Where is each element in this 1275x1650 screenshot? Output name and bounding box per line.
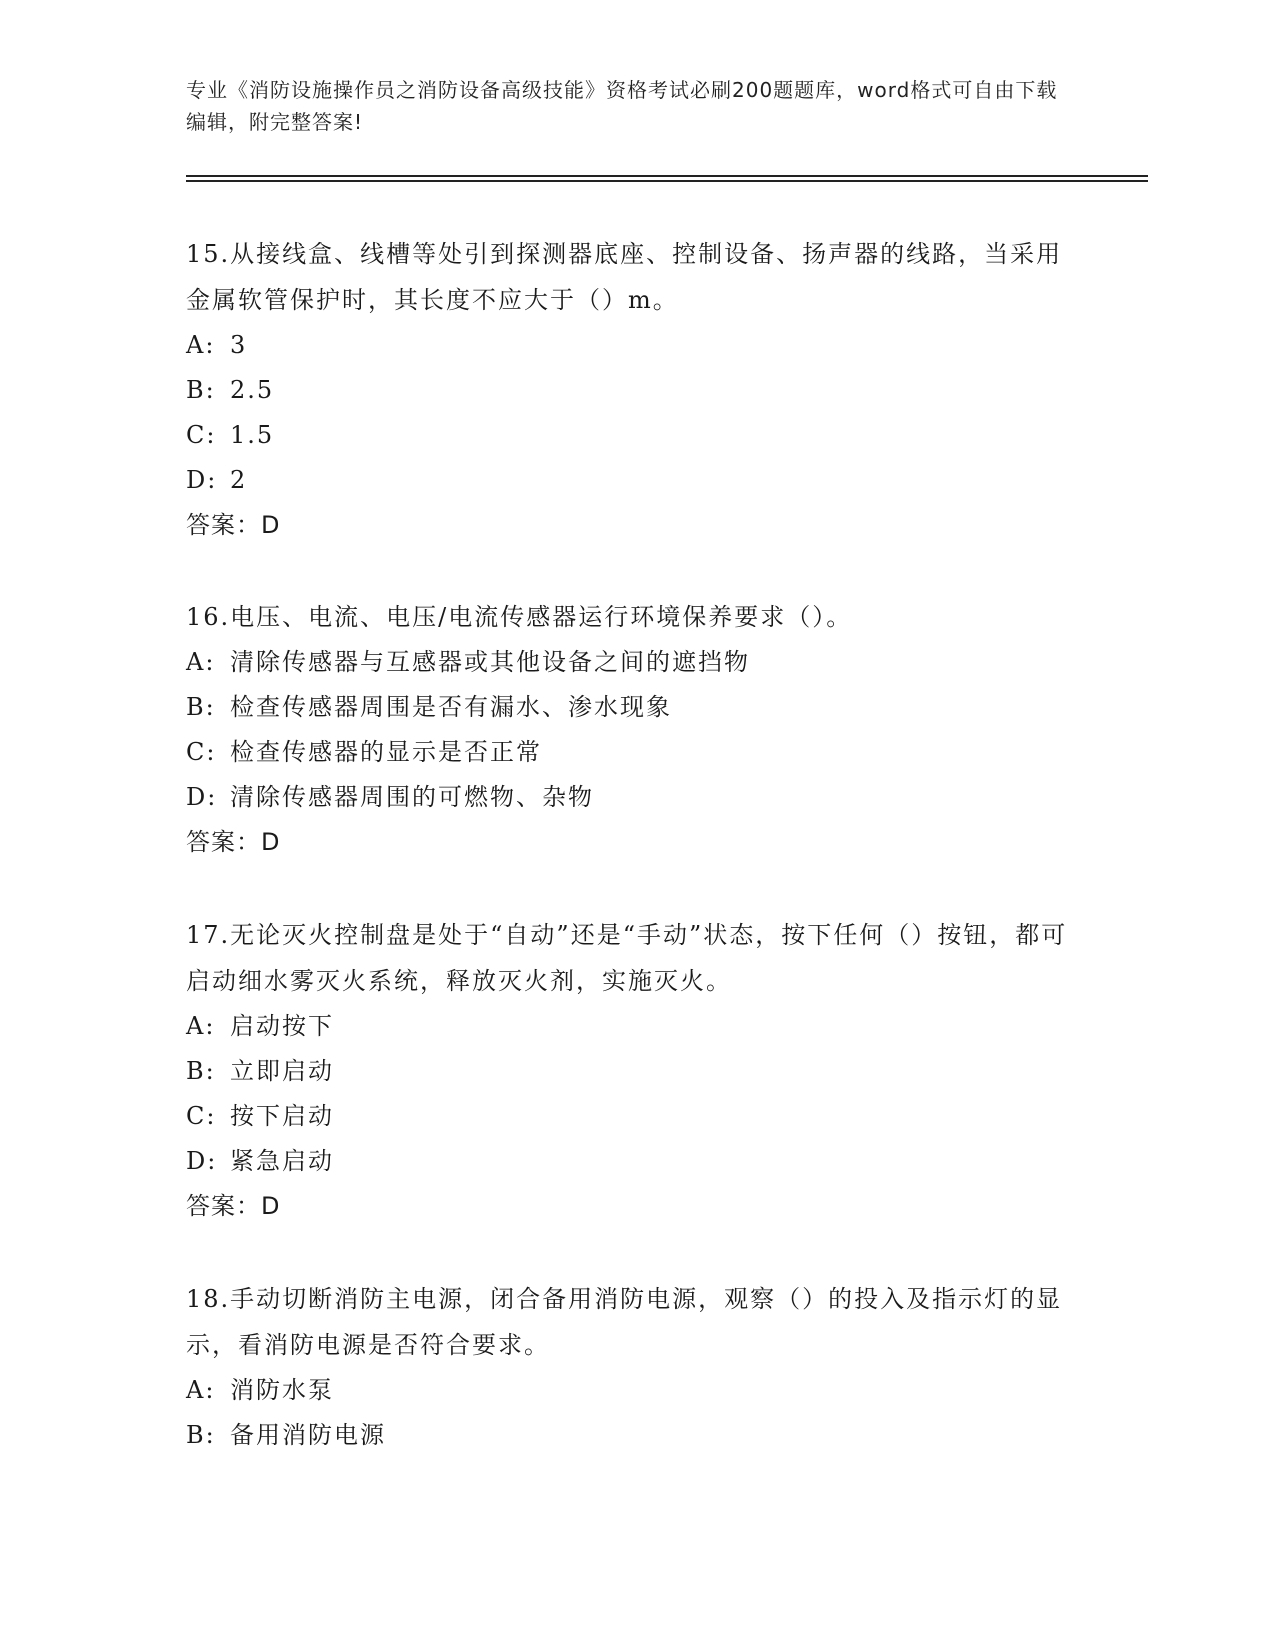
option-text: 消防水泵 bbox=[230, 1376, 334, 1404]
document-header: 专业《消防设施操作员之消防设备高级技能》资格考试必刷200题题库，word格式可自由下载编辑，附完整答案! bbox=[186, 78, 1058, 134]
header-divider-bottom bbox=[186, 180, 1148, 182]
question-17 bbox=[186, 912, 1086, 1229]
option-a bbox=[186, 323, 1086, 368]
option-a bbox=[186, 1368, 1086, 1413]
option-c bbox=[186, 413, 1086, 458]
question-stem: 15.从接线盒、线槽等处引到探测器底座、控制设备、扬声器的线路，当采用金属软管保护时，其长度不应大于（）m。 bbox=[186, 240, 1063, 314]
option-letter: B: bbox=[186, 693, 216, 721]
option-letter: D: bbox=[186, 466, 218, 494]
option-d bbox=[186, 458, 1086, 503]
question-stem: 17.无论灭火控制盘是处于“自动”还是“手动”状态，按下任何（）按钮，都可启动细水雾灭火系统，释放灭火剂，实施灭火。 bbox=[186, 921, 1068, 995]
option-a bbox=[186, 640, 1086, 685]
option-d bbox=[186, 775, 1086, 820]
option-letter: A: bbox=[186, 1376, 216, 1404]
option-text: 按下启动 bbox=[230, 1102, 334, 1130]
option-letter: C: bbox=[186, 738, 217, 766]
question-18 bbox=[186, 1276, 1086, 1458]
option-letter: C: bbox=[186, 1102, 217, 1130]
answer-line: 答案：D bbox=[186, 511, 281, 539]
question-stem: 18.手动切断消防主电源，闭合备用消防电源，观察（）的投入及指示灯的显示，看消防电源是否符合要求。 bbox=[186, 1285, 1063, 1359]
option-letter: D: bbox=[186, 1147, 218, 1175]
option-text: 清除传感器周围的可燃物、杂物 bbox=[230, 783, 594, 811]
option-letter: A: bbox=[186, 331, 216, 359]
option-text: 检查传感器的显示是否正常 bbox=[230, 738, 542, 766]
option-a bbox=[186, 1004, 1086, 1049]
option-text: 清除传感器与互感器或其他设备之间的遮挡物 bbox=[230, 648, 750, 676]
option-text: 紧急启动 bbox=[230, 1147, 334, 1175]
option-text: 2 bbox=[230, 466, 248, 494]
option-text: 备用消防电源 bbox=[230, 1421, 386, 1449]
option-letter: B: bbox=[186, 1057, 216, 1085]
option-letter: C: bbox=[186, 421, 217, 449]
option-text: 启动按下 bbox=[230, 1012, 334, 1040]
option-b bbox=[186, 685, 1086, 730]
option-c bbox=[186, 730, 1086, 775]
option-text: 立即启动 bbox=[230, 1057, 334, 1085]
option-d bbox=[186, 1139, 1086, 1184]
question-16 bbox=[186, 594, 1086, 865]
answer-line: 答案：D bbox=[186, 1192, 281, 1220]
option-letter: A: bbox=[186, 1012, 216, 1040]
option-text: 检查传感器周围是否有漏水、渗水现象 bbox=[230, 693, 672, 721]
option-letter: B: bbox=[186, 1421, 216, 1449]
option-text: 2.5 bbox=[230, 376, 275, 404]
option-letter: B: bbox=[186, 376, 216, 404]
option-b bbox=[186, 1049, 1086, 1094]
option-letter: A: bbox=[186, 648, 216, 676]
question-stem: 16.电压、电流、电压/电流传感器运行环境保养要求（）。 bbox=[186, 603, 853, 631]
question-15 bbox=[186, 231, 1086, 548]
answer-line: 答案：D bbox=[186, 828, 281, 856]
header-divider-top bbox=[186, 175, 1148, 177]
option-letter: D: bbox=[186, 783, 218, 811]
option-text: 3 bbox=[230, 331, 248, 359]
option-b bbox=[186, 368, 1086, 413]
option-b bbox=[186, 1413, 1086, 1458]
option-text: 1.5 bbox=[230, 421, 275, 449]
option-c bbox=[186, 1094, 1086, 1139]
